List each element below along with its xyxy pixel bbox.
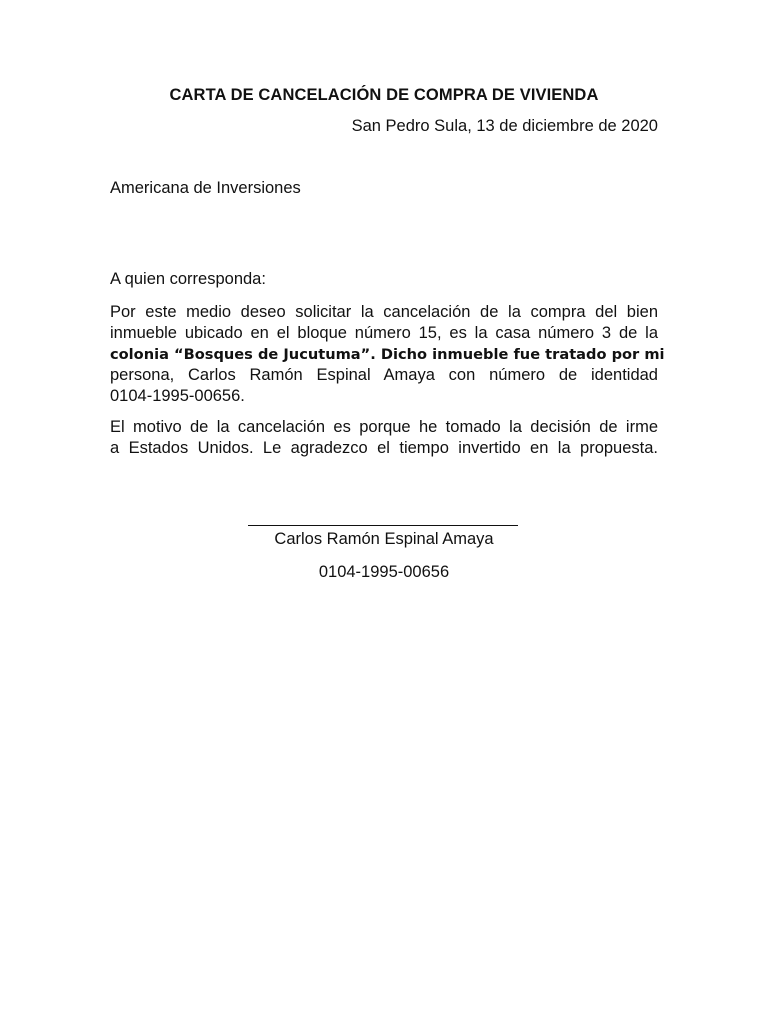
- paragraph-1-line: Por este medio deseo solicitar la cancelación de la compra del bien: [110, 303, 658, 321]
- recipient: Americana de Inversiones: [110, 179, 301, 197]
- paragraph-2-line: El motivo de la cancelación es porque he tomado la decisión de irme: [110, 418, 658, 436]
- paragraph-2-line: a Estados Unidos. Le agradezco el tiempo invertido en la propuesta.: [110, 439, 658, 457]
- paragraph-1-line: persona, Carlos Ramón Espinal Amaya con número de identidad: [110, 366, 658, 384]
- signature-line: [248, 525, 518, 526]
- letter-title: CARTA DE CANCELACIÓN DE COMPRA DE VIVIENDA: [169, 86, 599, 104]
- place-date: San Pedro Sula, 13 de diciembre de 2020: [351, 117, 658, 135]
- body-paragraph-1: [110, 302, 665, 407]
- paragraph-1-line-bold: colonia “Bosques de Jucutuma”. Dicho inmueble fue tratado por mi: [110, 346, 665, 363]
- paragraph-1-line: inmueble ubicado en el bloque número 15, es la casa número 3 de la: [110, 324, 658, 342]
- paragraph-1-line: 0104-1995-00656.: [110, 387, 245, 405]
- signature-name: Carlos Ramón Espinal Amaya: [274, 530, 494, 548]
- salutation: A quien corresponda:: [110, 270, 266, 288]
- signature-id: 0104-1995-00656: [318, 563, 450, 581]
- body-paragraph-2: [110, 417, 658, 459]
